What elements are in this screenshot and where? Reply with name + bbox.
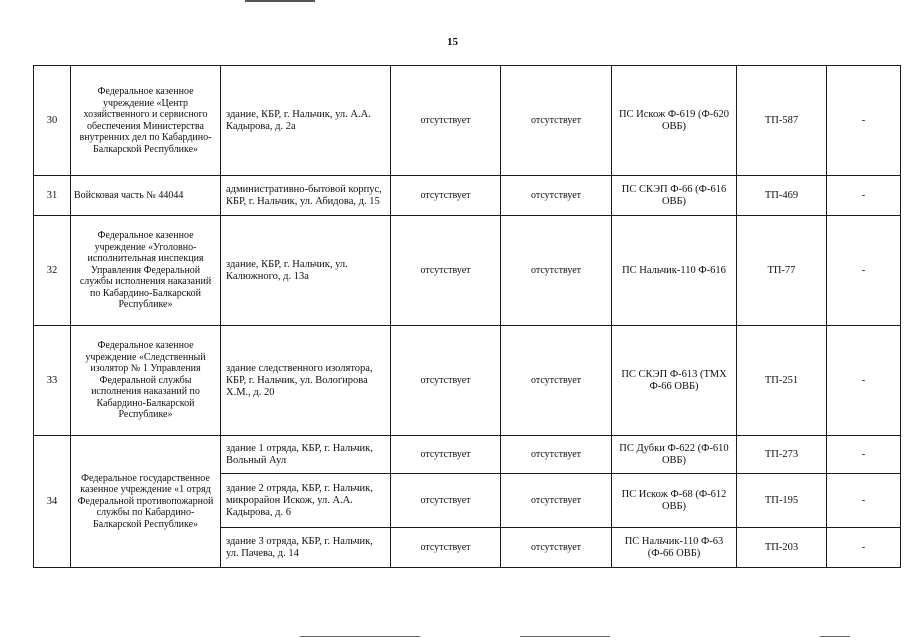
- tp-cell: ТП-273: [737, 436, 827, 474]
- table-row: [34, 216, 901, 326]
- dash-cell: -: [827, 474, 901, 528]
- scan-artifact: [520, 636, 610, 637]
- row-number: 30: [34, 66, 71, 176]
- cell-col5: отсутствует: [501, 528, 612, 568]
- cell-col5: отсутствует: [501, 436, 612, 474]
- cell-col4: отсутствует: [391, 66, 501, 176]
- row-number: 31: [34, 176, 71, 216]
- cell-col5: отсутствует: [501, 474, 612, 528]
- tp-cell: ТП-251: [737, 326, 827, 436]
- organization-name: Федеральное казенное учреждение «Следственный изолятор № 1 Управления Федеральной службы исполнения наказаний по Кабардино-Балкарской Республике»: [71, 326, 221, 436]
- object-address: здание 2 отряда, КБР, г. Нальчик, микрорайон Искож, ул. А.А. Кадырова, д. 6: [221, 474, 391, 528]
- table-row: [34, 326, 901, 436]
- row-number: 32: [34, 216, 71, 326]
- row-number: 34: [34, 436, 71, 568]
- object-address: здание 1 отряда, КБР, г. Нальчик, Вольный Аул: [221, 436, 391, 474]
- cell-col5: отсутствует: [501, 326, 612, 436]
- cell-col4: отсутствует: [391, 436, 501, 474]
- substation-cell: ПС Дубки Ф-622 (Ф-610 ОВБ): [612, 436, 737, 474]
- dash-cell: -: [827, 216, 901, 326]
- cell-col4: отсутствует: [391, 528, 501, 568]
- table-row: [34, 176, 901, 216]
- data-table: [33, 65, 901, 568]
- dash-cell: -: [827, 176, 901, 216]
- scan-artifact: [300, 636, 420, 637]
- object-address: здание, КБР, г. Нальчик, ул. Калюжного, д. 13а: [221, 216, 391, 326]
- scan-artifact: [245, 0, 315, 2]
- cell-col5: отсутствует: [501, 176, 612, 216]
- substation-cell: ПС СКЭП Ф-66 (Ф-616 ОВБ): [612, 176, 737, 216]
- dash-cell: -: [827, 66, 901, 176]
- tp-cell: ТП-203: [737, 528, 827, 568]
- cell-col4: отсутствует: [391, 216, 501, 326]
- cell-col4: отсутствует: [391, 176, 501, 216]
- organization-name: Войсковая часть № 44044: [71, 176, 221, 216]
- scan-artifact: [820, 636, 850, 637]
- substation-cell: ПС СКЭП Ф-613 (ТМХ Ф-66 ОВБ): [612, 326, 737, 436]
- object-address: административно-бытовой корпус, КБР, г. Нальчик, ул. Абидова, д. 15: [221, 176, 391, 216]
- organization-name: Федеральное казенное учреждение «Центр хозяйственного и сервисного обеспечения Министерства внутренних дел по Кабардино-Балкарской Республике»: [71, 66, 221, 176]
- object-address: здание следственного изолятора, КБР, г. Нальчик, ул. Вологирова Х.М., д. 20: [221, 326, 391, 436]
- dash-cell: -: [827, 326, 901, 436]
- object-address: здание 3 отряда, КБР, г. Нальчик, ул. Пачева, д. 14: [221, 528, 391, 568]
- tp-cell: ТП-469: [737, 176, 827, 216]
- tp-cell: ТП-77: [737, 216, 827, 326]
- substation-cell: ПС Нальчик-110 Ф-63 (Ф-66 ОВБ): [612, 528, 737, 568]
- organization-name: Федеральное казенное учреждение «Уголовно-исполнительная инспекция Управления Федеральной службы исполнения наказаний по Кабардино-Балкарской Республике»: [71, 216, 221, 326]
- cell-col4: отсутствует: [391, 326, 501, 436]
- cell-col5: отсутствует: [501, 66, 612, 176]
- tp-cell: ТП-195: [737, 474, 827, 528]
- table-row: [34, 66, 901, 176]
- substation-cell: ПС Нальчик-110 Ф-616: [612, 216, 737, 326]
- tp-cell: ТП-587: [737, 66, 827, 176]
- row-number: 33: [34, 326, 71, 436]
- object-address: здание, КБР, г. Нальчик, ул. А.А. Кадырова, д. 2а: [221, 66, 391, 176]
- organization-name: Федеральное государственное казенное учреждение «1 отряд Федеральной противопожарной службы по Кабардино-Балкарской Республике»: [71, 436, 221, 568]
- substation-cell: ПС Искож Ф-68 (Ф-612 ОВБ): [612, 474, 737, 528]
- cell-col4: отсутствует: [391, 474, 501, 528]
- page-number: 15: [447, 36, 458, 48]
- substation-cell: ПС Искож Ф-619 (Ф-620 ОВБ): [612, 66, 737, 176]
- dash-cell: -: [827, 436, 901, 474]
- dash-cell: -: [827, 528, 901, 568]
- table-row: [34, 436, 901, 474]
- cell-col5: отсутствует: [501, 216, 612, 326]
